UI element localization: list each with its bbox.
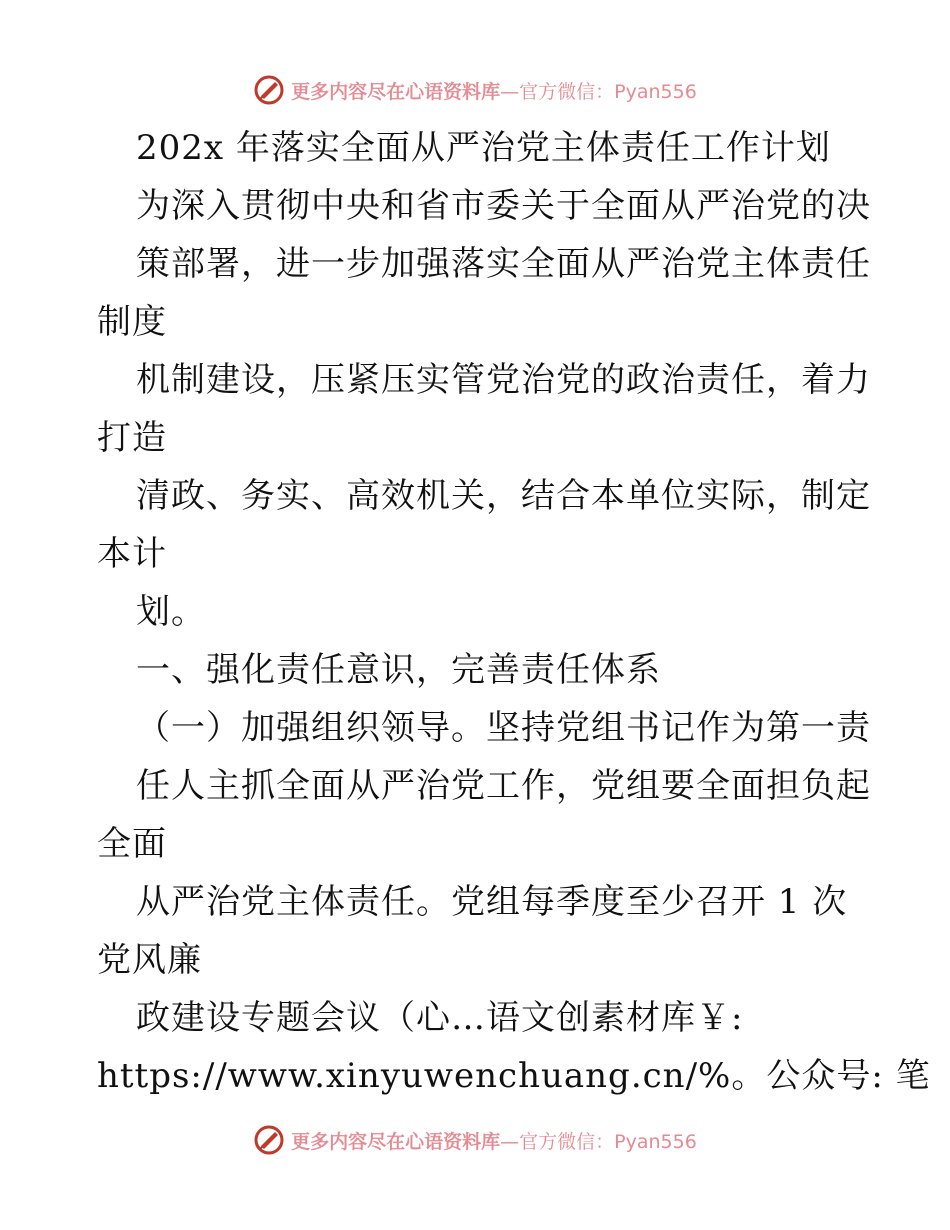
watermark-main-text: 更多内容尽在心语资料库 (291, 80, 501, 103)
paragraph-line: 制度 (97, 302, 167, 342)
paragraph-line: 任人主抓全面从严治党工作，党组要全面担负起 (136, 766, 871, 806)
paragraph-line: 全面 (97, 824, 167, 864)
paragraph-line: 清政、务实、高效机关，结合本单位实际，制定 (136, 476, 871, 516)
footer-watermark-banner (0, 1120, 950, 1160)
paragraph-line: 打造 (97, 418, 167, 458)
paragraph-line: 划。 (136, 592, 206, 632)
watermark-wechat-text: —官方微信：Pyan556 (500, 80, 697, 103)
paragraph-line: 为深入贯彻中央和省市委关于全面从严治党的决 (136, 186, 871, 226)
paragraph-line: 机制建设，压紧压实管党治党的政治责任，着力 (136, 360, 871, 400)
paragraph-line: （一）加强组织领导。坚持党组书记作为第一责 (136, 708, 871, 748)
paragraph-line: 从严治党主体责任。党组每季度至少召开 1 次 (136, 882, 848, 922)
document-title: 202x 年落实全面从严治党主体责任工作计划 (136, 128, 831, 168)
paragraph-line: 本计 (97, 534, 167, 574)
paragraph-line: 党风廉 (97, 940, 202, 980)
watermark-main-text: 更多内容尽在心语资料库 (291, 1130, 501, 1153)
paragraph-line: 政建设专题会议（心…语文创素材库￥: (136, 998, 744, 1038)
paragraph-line: 策部署，进一步加强落实全面从严治党主体责任 (136, 244, 871, 284)
paragraph-line: https://www.xinyuwenchuang.cn/%。公众号: 笔 (97, 1056, 931, 1096)
quill-pen-logo-icon (253, 1124, 285, 1156)
watermark-wechat-text: —官方微信：Pyan556 (500, 1130, 697, 1153)
section-heading: 一、强化责任意识，完善责任体系 (136, 650, 661, 690)
